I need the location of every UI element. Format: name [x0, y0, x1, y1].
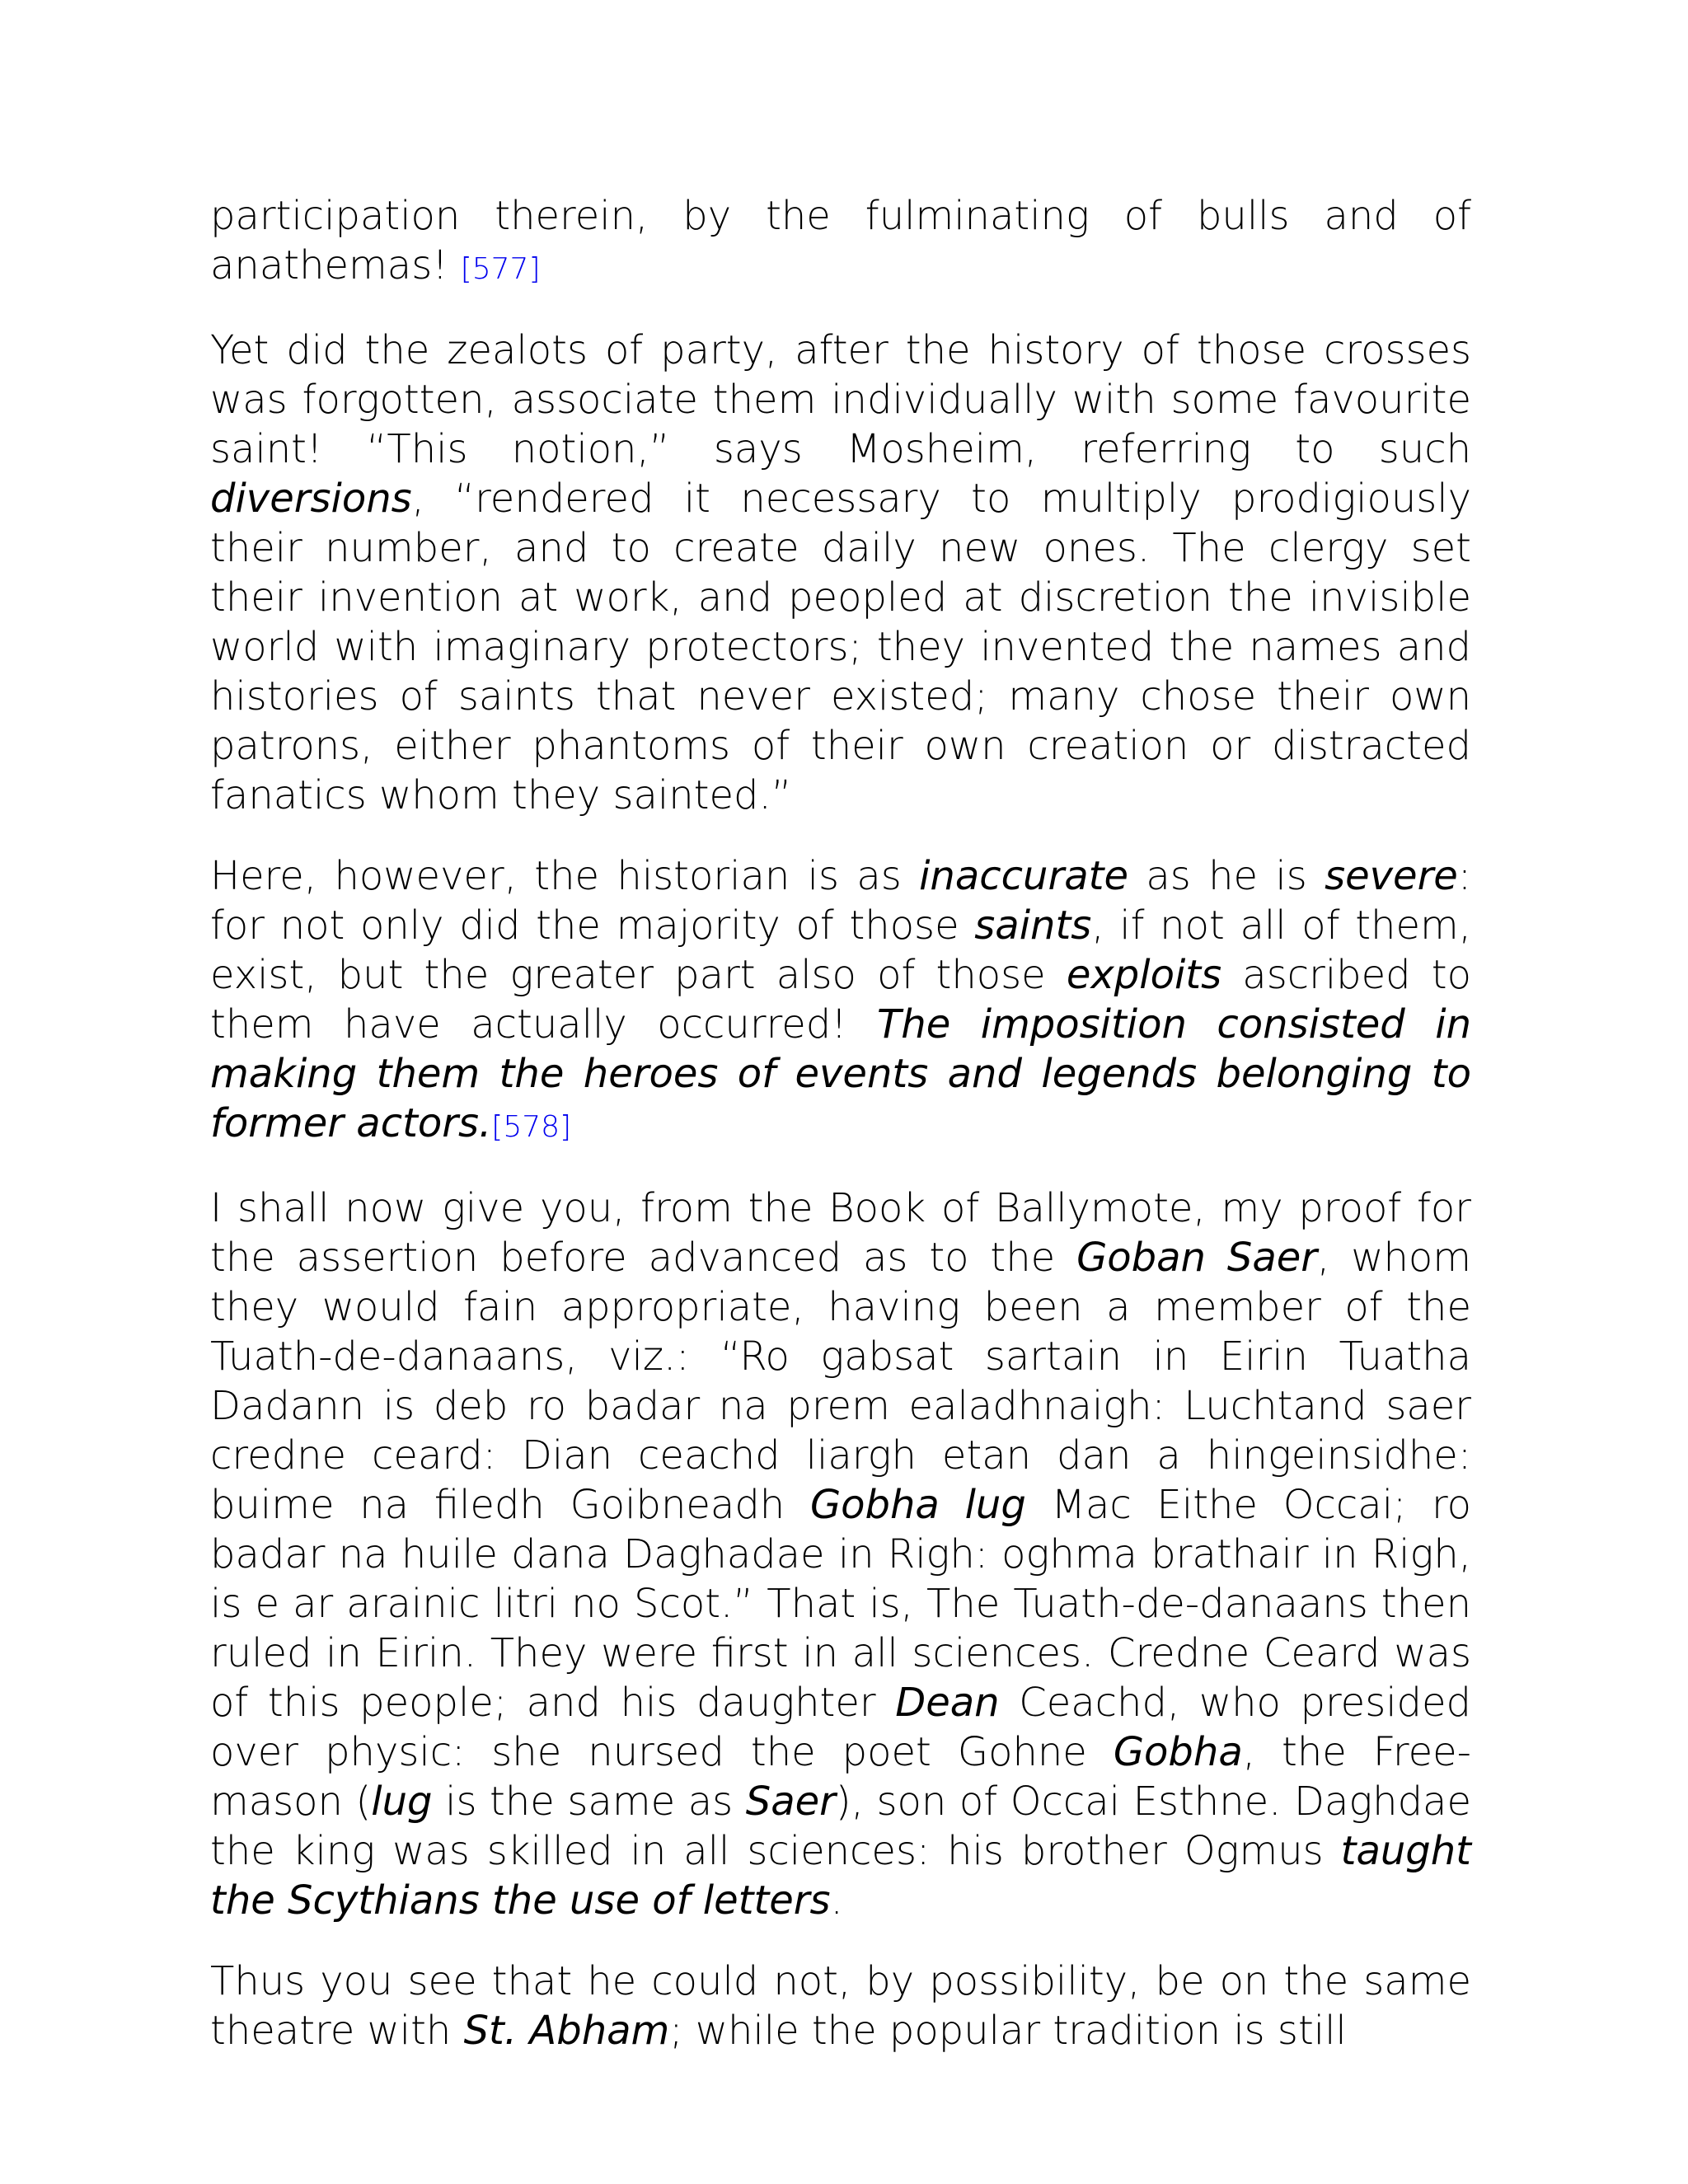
italic-text: inaccurate	[919, 853, 1128, 899]
body-text: Mac Eithe Occai; ro badar na huile dana Daghadae in Righ: oghma brathair in Righ, is e ar arainic litri no Scot.” That is, The Tuath-de-danaans then ruled in Eirin. They were first in all sciences. Credne Ceard was of this people; and his daughter	[210, 1482, 1471, 1726]
italic-text: Gobha	[1113, 1729, 1243, 1775]
body-text: .	[830, 1877, 843, 1924]
paragraph-p3	[210, 851, 1471, 1152]
body-text: Ceachd, who presided over physic: she nursed the poet Gohne	[210, 1680, 1472, 1775]
body-text: ascribed to them have actually occurred!	[210, 952, 1471, 1047]
body-text: , whom they would fain appropriate, having been a member of the Tuath-de-danaans, viz.: “Ro gabsat sartain in Eirin Tuatha Dadann is deb ro badar na prem ealadhnaigh: Luchtand saer credne ceard: Dian ceachd liargh etan dan a hingeinsidhe: buime na filedh Goibneadh	[210, 1235, 1471, 1528]
italic-text: Goban Saer	[1076, 1235, 1318, 1281]
body-text: ), son of Occai Esthne. Daghdae the king was skilled in all sciences: his brother Ogmus	[210, 1779, 1472, 1874]
body-text: Thus you see that he could not, by possibility, be on the same theatre with	[210, 1958, 1471, 2054]
paragraph-p5	[210, 1957, 1471, 2055]
italic-text: St. Abham	[463, 2008, 670, 2054]
italic-text: saints	[974, 902, 1092, 949]
body-text: as he is	[1128, 853, 1325, 899]
italic-text: Gobha lug	[809, 1482, 1026, 1528]
body-text: , “rendered it necessary to multiply prodigiously their number, and to create daily new ones. The clergy set their invention at work, and peopled at discretion the invisible world with imaginary protectors; they invented the names and histories of saints that never existed; many chose their own patrons, either phantoms of their own creation or distracted fanatics whom they sainted.”	[210, 476, 1471, 818]
italic-text: The imposition consisted in making them the heroes of events and legends belonging to former actors.	[210, 1001, 1471, 1146]
italic-text: taught the Scythians the use of letters	[210, 1828, 1471, 1924]
italic-text: diversions	[210, 476, 412, 522]
body-text: I shall now give you, from the Book of Ballymote, my proof for the assertion before advanced as to the	[210, 1185, 1471, 1281]
footnote-link[interactable]: [578]	[491, 1110, 572, 1144]
body-text: Yet did the zealots of party, after the history of those crosses was forgotten, associate them individually with some favourite saint! “This notion,” says Mosheim, referring to such	[210, 327, 1471, 472]
paragraph-p2	[210, 326, 1471, 820]
body-text: : for not only did the majority of those	[210, 853, 1472, 949]
paragraph-p4	[210, 1183, 1471, 1925]
footnote-link[interactable]: [577]	[460, 252, 541, 286]
body-text: is the same as	[432, 1779, 746, 1825]
body-text: , if not all of them, exist, but the greater part also of those	[210, 902, 1472, 998]
book-page	[210, 191, 1471, 2087]
italic-text: Saer	[745, 1779, 836, 1825]
body-text: participation therein, by the fulminating of bulls and of anathemas!	[210, 193, 1471, 288]
italic-text: lug	[371, 1779, 433, 1825]
italic-text: Dean	[895, 1680, 1000, 1726]
italic-text: severe	[1325, 853, 1458, 899]
body-text: ; while the popular tradition is still	[669, 2008, 1347, 2054]
paragraph-p1	[210, 191, 1471, 294]
italic-text: exploits	[1066, 952, 1222, 998]
body-text: , the Free-mason (	[210, 1729, 1471, 1825]
body-text: Here, however, the historian is as	[210, 853, 920, 899]
